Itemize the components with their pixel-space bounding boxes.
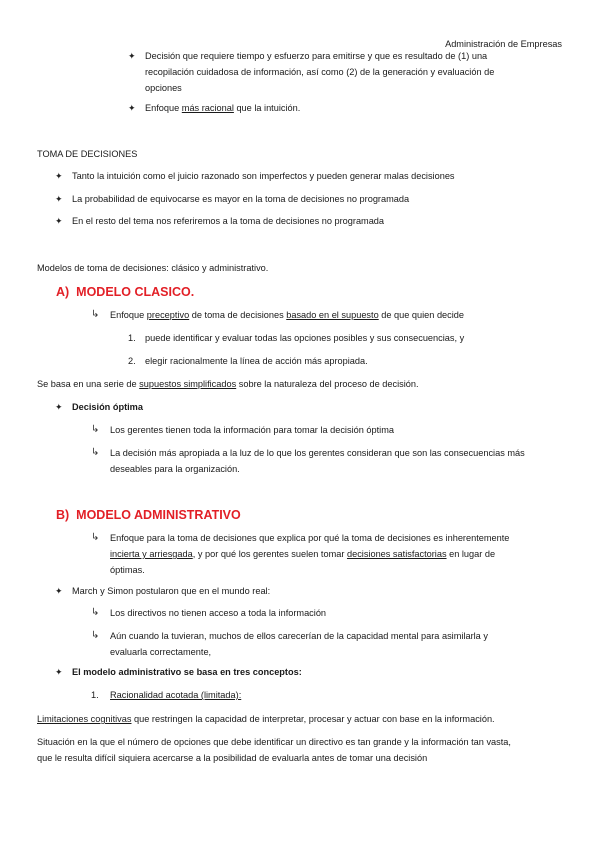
text: Se basa en una serie de xyxy=(37,379,140,389)
section-heading: TOMA DE DECISIONES xyxy=(37,149,138,159)
underlined-text: incierta y arriesgada xyxy=(110,549,193,559)
text: Enfoque xyxy=(145,103,182,113)
star-bullet-icon: ✦ xyxy=(55,171,63,181)
list-item xyxy=(110,446,525,476)
intro-bullet-1 xyxy=(145,49,494,95)
list-item: elegir racionalmente la línea de acción más apropiada. xyxy=(145,356,368,366)
intro-line: Decisión que requiere tiempo y esfuerzo para emitirse y que es resultado de (1) una xyxy=(145,51,488,61)
list-number: 1. xyxy=(91,690,99,700)
star-bullet-icon: ✦ xyxy=(55,667,63,677)
underlined-text: más racional xyxy=(181,103,234,113)
list-item xyxy=(110,629,488,659)
underlined-text: Limitaciones cognitivas xyxy=(37,714,132,724)
intro-bullet-2 xyxy=(145,101,300,115)
heading-letter: A) xyxy=(56,285,70,299)
text: , y por qué los gerentes suelen tomar xyxy=(192,549,347,559)
model-a-heading xyxy=(56,284,194,300)
text-line: Aún cuando la tuvieran, muchos de ellos carecerían de la capacidad mental para asimilarla y xyxy=(110,631,488,641)
underlined-text: preceptivo xyxy=(146,310,190,320)
heading-title: MODELO CLASICO. xyxy=(76,285,195,299)
arrow-bullet-icon: ↳ xyxy=(91,309,100,320)
models-intro: Modelos de toma de decisiones: clásico y administrativo. xyxy=(37,263,269,273)
text-line: La decisión más apropiada a la luz de lo que los gerentes consideran que son las consecuencias más xyxy=(110,448,525,458)
star-bullet-icon: ✦ xyxy=(55,586,63,596)
march-simon: March y Simon postularon que en el mundo real: xyxy=(72,586,271,596)
text-line xyxy=(110,547,509,561)
star-bullet-icon: ✦ xyxy=(55,402,63,412)
model-b-heading xyxy=(56,507,241,523)
model-b-enfoque xyxy=(110,531,509,577)
text-line: deseables para la organización. xyxy=(110,464,240,474)
heading-title: MODELO ADMINISTRATIVO xyxy=(76,508,241,522)
model-a-base xyxy=(37,377,419,391)
text: de toma de decisiones xyxy=(189,310,287,320)
star-bullet-icon: ✦ xyxy=(55,216,63,226)
header-title: Administración de Empresas xyxy=(445,39,562,49)
underlined-text: basado en el supuesto xyxy=(286,310,379,320)
arrow-bullet-icon: ↳ xyxy=(91,630,100,641)
list-item: puede identificar y evaluar todas las opciones posibles y sus consecuencias, y xyxy=(145,333,465,343)
text-line: óptimas. xyxy=(110,565,145,575)
concept-1: Racionalidad acotada (limitada): xyxy=(110,690,242,700)
underlined-text: supuestos simplificados xyxy=(139,379,237,389)
text: en lugar de xyxy=(446,549,496,559)
text-line: Situación en la que el número de opciones que debe identificar un directivo es tan grande y la información tan vasta, xyxy=(37,737,511,747)
list-item: Los directivos no tienen acceso a toda la información xyxy=(110,608,327,618)
optima-heading: Decisión óptima xyxy=(72,402,143,412)
list-item: La probabilidad de equivocarse es mayor en la toma de decisiones no programada xyxy=(72,194,410,204)
conceptos-heading: El modelo administrativo se basa en tres conceptos: xyxy=(72,667,302,677)
arrow-bullet-icon: ↳ xyxy=(91,424,100,435)
text: de que quien decide xyxy=(378,310,465,320)
limitaciones xyxy=(37,712,495,726)
model-a-enfoque xyxy=(110,308,464,322)
text-line: evaluarla correctamente, xyxy=(110,647,212,657)
list-item: Tanto la intuición como el juicio razonado son imperfectos y pueden generar malas decisiones xyxy=(72,171,455,181)
text-line: que le resulta difícil siquiera acercarse a la posibilidad de evaluarla antes de tomar una decisión xyxy=(37,753,428,763)
star-bullet-icon: ✦ xyxy=(128,51,136,61)
text: que restringen la capacidad de interpretar, procesar y actuar con base en la información. xyxy=(131,714,495,724)
intro-line: opciones xyxy=(145,83,182,93)
arrow-bullet-icon: ↳ xyxy=(91,447,100,458)
text-line: Enfoque para la toma de decisiones que explica por qué la toma de decisiones es inherentemente xyxy=(110,533,510,543)
list-number: 2. xyxy=(128,356,136,366)
list-item: En el resto del tema nos referiremos a la toma de decisiones no programada xyxy=(72,216,385,226)
intro-line: recopilación cuidadosa de información, así como (2) de la generación y evaluación de xyxy=(145,67,495,77)
text: Enfoque xyxy=(110,310,147,320)
arrow-bullet-icon: ↳ xyxy=(91,607,100,618)
heading-letter: B) xyxy=(56,508,70,522)
text: sobre la naturaleza del proceso de decisión. xyxy=(236,379,419,389)
text: que la intuición. xyxy=(233,103,301,113)
star-bullet-icon: ✦ xyxy=(128,103,136,113)
situacion xyxy=(37,735,511,765)
underlined-text: decisiones satisfactorias xyxy=(346,549,447,559)
list-item: Los gerentes tienen toda la información para tomar la decisión óptima xyxy=(110,425,394,435)
arrow-bullet-icon: ↳ xyxy=(91,532,100,543)
list-number: 1. xyxy=(128,333,136,343)
star-bullet-icon: ✦ xyxy=(55,194,63,204)
